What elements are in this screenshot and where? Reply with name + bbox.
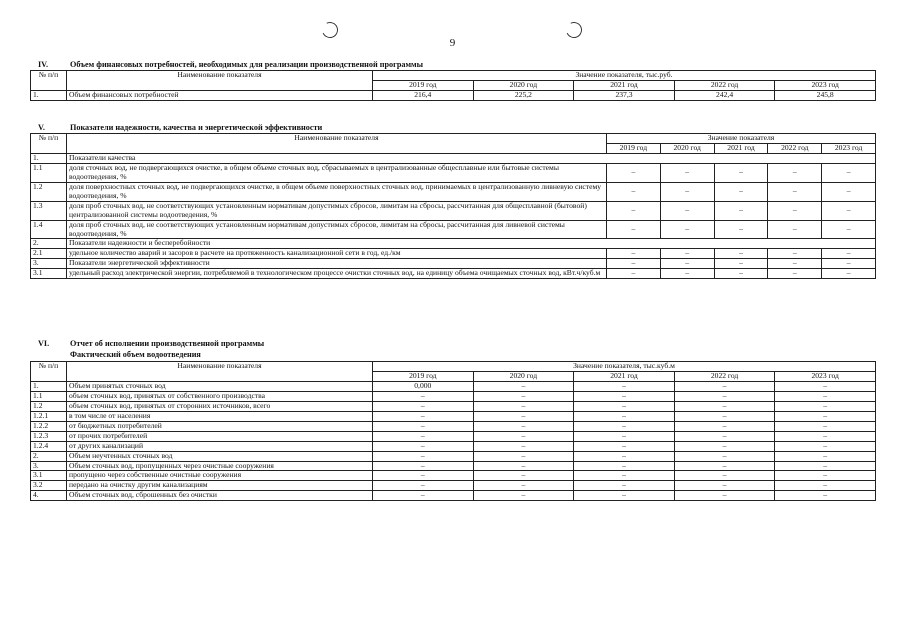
row-number: 4.	[31, 491, 67, 501]
value-cell: –	[775, 431, 876, 441]
value-cell: –	[574, 451, 675, 461]
value-cell: –	[607, 163, 661, 182]
value-cell: –	[674, 431, 775, 441]
col-header-name: Наименование показателя	[67, 71, 373, 91]
value-cell: –	[674, 471, 775, 481]
row-number: 1.	[31, 381, 67, 391]
value-cell: –	[775, 401, 876, 411]
value-cell: –	[660, 249, 714, 259]
table-row	[31, 163, 876, 182]
value-cell: –	[822, 182, 876, 201]
value-cell: –	[574, 381, 675, 391]
year-header: 2021 год	[574, 80, 675, 90]
value-cell: 242,4	[674, 90, 775, 100]
row-number: 1.1	[31, 391, 67, 401]
value-cell: –	[822, 259, 876, 269]
row-name: Объем принятых сточных вод	[67, 381, 373, 391]
row-number: 2.	[31, 239, 67, 249]
row-name: от прочих потребителей	[67, 431, 373, 441]
row-name: Показатели надежности и бесперебойности	[67, 239, 876, 249]
row-name: доля проб сточных вод, не соответствующих установленным нормативам допустимых сбросов, лимитам на сбросы, рассчитанная для общесплавной (бытовой) централизованной системы водоотведения, %	[67, 201, 607, 220]
table-row	[31, 461, 876, 471]
year-header: 2020 год	[473, 371, 574, 381]
value-cell: –	[768, 269, 822, 279]
row-name: пропущено через собственные очистные сооружения	[67, 471, 373, 481]
row-name: Объем неучтенных сточных вод	[67, 451, 373, 461]
row-number: 3.1	[31, 269, 67, 279]
value-cell: –	[714, 182, 768, 201]
row-name: от других канализаций	[67, 441, 373, 451]
year-header: 2021 год	[574, 371, 675, 381]
row-number: 1.2	[31, 401, 67, 411]
section-5-number: V.	[38, 123, 45, 132]
value-cell: –	[473, 391, 574, 401]
value-cell: –	[674, 391, 775, 401]
row-number: 2.1	[31, 249, 67, 259]
value-cell: –	[607, 269, 661, 279]
section-4-heading	[38, 60, 423, 69]
value-cell: –	[775, 451, 876, 461]
row-number: 1.	[31, 90, 67, 100]
value-cell: –	[373, 471, 474, 481]
value-cell: –	[607, 220, 661, 239]
value-cell: –	[660, 259, 714, 269]
table-row	[31, 239, 876, 249]
year-header: 2020 год	[473, 80, 574, 90]
table-row	[31, 431, 876, 441]
row-name: Показатели качества	[67, 153, 876, 163]
value-cell: 237,3	[574, 90, 675, 100]
row-name: доля проб сточных вод, не соответствующих установленным нормативам допустимых сбросов, лимитам на сбросы, рассчитанная для ливневой системы водоотведения, %	[67, 220, 607, 239]
row-name: от бюджетных потребителей	[67, 421, 373, 431]
col-header-num: № п/п	[31, 134, 67, 154]
row-number: 3.1	[31, 471, 67, 481]
value-cell: –	[373, 391, 474, 401]
year-header: 2019 год	[373, 371, 474, 381]
value-cell: –	[373, 481, 474, 491]
value-cell: –	[674, 411, 775, 421]
value-cell: 225,2	[473, 90, 574, 100]
value-cell: –	[768, 201, 822, 220]
year-header: 2022 год	[768, 143, 822, 153]
value-cell: –	[574, 401, 675, 411]
value-cell: –	[373, 431, 474, 441]
row-number: 3.	[31, 259, 67, 269]
row-number: 1.1	[31, 163, 67, 182]
year-header: 2022 год	[674, 80, 775, 90]
value-cell: –	[473, 411, 574, 421]
value-cell: 216,4	[373, 90, 474, 100]
row-number: 1.2.3	[31, 431, 67, 441]
value-cell: –	[768, 249, 822, 259]
value-cell: –	[674, 381, 775, 391]
row-number: 3.	[31, 461, 67, 471]
row-number: 1.2.2	[31, 421, 67, 431]
value-cell: –	[822, 220, 876, 239]
value-cell: –	[574, 471, 675, 481]
value-cell: –	[775, 491, 876, 501]
table-row	[31, 451, 876, 461]
value-cell: –	[373, 401, 474, 411]
year-header: 2021 год	[714, 143, 768, 153]
row-name: объем сточных вод, принятых от собственного производства	[67, 391, 373, 401]
wastewater-volume-table	[30, 361, 876, 501]
table-row	[31, 491, 876, 501]
section-5-title: Показатели надежности, качества и энергетической эффективности	[70, 123, 323, 132]
value-cell: –	[674, 451, 775, 461]
table-row	[31, 269, 876, 279]
row-name: Показатели энергетической эффективности	[67, 259, 607, 269]
row-name: удельный расход электрической энергии, потребляемой в технологическом процессе очистки сточных вод, на единицу объема очищаемых сточных вод, кВт.ч/куб.м	[67, 269, 607, 279]
table-row	[31, 259, 876, 269]
value-cell: –	[473, 491, 574, 501]
value-cell: 0,000	[373, 381, 474, 391]
value-cell: –	[473, 451, 574, 461]
table-row	[31, 90, 876, 100]
col-header-name: Наименование показателя	[67, 362, 373, 382]
year-header: 2019 год	[607, 143, 661, 153]
value-cell: –	[574, 481, 675, 491]
row-number: 2.	[31, 451, 67, 461]
row-name: доля сточных вод, не подвергающихся очистке, в общем объеме сточных вод, сбрасываемых в централизованные общесплавные или бытовые системы водоотведения, %	[67, 163, 607, 182]
table-row	[31, 411, 876, 421]
value-cell: –	[473, 431, 574, 441]
row-number: 1.	[31, 153, 67, 163]
year-header: 2023 год	[822, 143, 876, 153]
value-cell: –	[768, 163, 822, 182]
value-cell: –	[674, 461, 775, 471]
row-number: 1.2.4	[31, 441, 67, 451]
year-header: 2019 год	[373, 80, 474, 90]
value-cell: –	[660, 220, 714, 239]
row-name: объем сточных вод, принятых от сторонних источников, всего	[67, 401, 373, 411]
value-cell: –	[607, 182, 661, 201]
value-cell: –	[775, 441, 876, 451]
value-cell: –	[373, 491, 474, 501]
value-cell: –	[574, 421, 675, 431]
col-header-num: № п/п	[31, 362, 67, 382]
value-cell: –	[822, 163, 876, 182]
value-cell: –	[473, 441, 574, 451]
value-cell: –	[775, 471, 876, 481]
value-cell: –	[607, 201, 661, 220]
section-6-title: Отчет об исполнении производственной программы	[70, 339, 265, 348]
year-header: 2020 год	[660, 143, 714, 153]
col-header-value: Значение показателя	[607, 134, 876, 144]
year-header: 2023 год	[775, 80, 876, 90]
value-cell: –	[574, 411, 675, 421]
row-name: передано на очистку другим канализациям	[67, 481, 373, 491]
col-header-num: № п/п	[31, 71, 67, 91]
value-cell: –	[373, 411, 474, 421]
value-cell: –	[775, 411, 876, 421]
row-name: Объем сточных вод, пропущенных через очистные сооружения	[67, 461, 373, 471]
table-row	[31, 421, 876, 431]
value-cell: –	[674, 441, 775, 451]
value-cell: –	[768, 182, 822, 201]
value-cell: –	[473, 471, 574, 481]
value-cell: –	[674, 401, 775, 411]
value-cell: –	[574, 441, 675, 451]
value-cell: –	[607, 249, 661, 259]
row-number: 1.4	[31, 220, 67, 239]
value-cell: –	[714, 249, 768, 259]
row-number: 1.3	[31, 201, 67, 220]
row-name: удельное количество аварий и засоров в расчете на протяженность канализационной сети в год, ед./км	[67, 249, 607, 259]
value-cell: –	[574, 491, 675, 501]
table-row	[31, 381, 876, 391]
row-number: 3.2	[31, 481, 67, 491]
page-number: 9	[449, 37, 456, 49]
value-cell: –	[473, 421, 574, 431]
value-cell: –	[822, 249, 876, 259]
value-cell: –	[607, 259, 661, 269]
value-cell: –	[574, 461, 675, 471]
table-row	[31, 182, 876, 201]
table-row	[31, 471, 876, 481]
value-cell: –	[473, 461, 574, 471]
value-cell: –	[674, 421, 775, 431]
value-cell: –	[714, 220, 768, 239]
value-cell: –	[775, 481, 876, 491]
value-cell: –	[775, 421, 876, 431]
table-row	[31, 441, 876, 451]
section-4-number: IV.	[38, 60, 49, 69]
value-cell: –	[660, 201, 714, 220]
value-cell: –	[768, 220, 822, 239]
year-header: 2022 год	[674, 371, 775, 381]
value-cell: –	[473, 481, 574, 491]
row-number: 1.2	[31, 182, 67, 201]
value-cell: –	[574, 431, 675, 441]
row-name: Объем финансовых потребностей	[67, 90, 373, 100]
row-number: 1.2.1	[31, 411, 67, 421]
value-cell: –	[714, 201, 768, 220]
value-cell: 245,8	[775, 90, 876, 100]
value-cell: –	[574, 391, 675, 401]
value-cell: –	[714, 163, 768, 182]
value-cell: –	[373, 421, 474, 431]
row-name: Объем сточных вод, сброшенных без очистки	[67, 491, 373, 501]
table-row	[31, 153, 876, 163]
section-6-subtitle: Фактический объем водоотведения	[70, 350, 201, 359]
value-cell: –	[714, 269, 768, 279]
value-cell: –	[660, 182, 714, 201]
value-cell: –	[822, 201, 876, 220]
table-row	[31, 401, 876, 411]
value-cell: –	[473, 381, 574, 391]
value-cell: –	[373, 441, 474, 451]
financial-needs-table	[30, 70, 876, 101]
row-name: доля поверхностных сточных вод, не подвергающихся очистке, в общем объеме поверхностных сточных вод, принимаемых в централизованную ливневую систему водоотведения, %	[67, 182, 607, 201]
reliability-table	[30, 133, 876, 279]
table-row	[31, 201, 876, 220]
year-header: 2023 год	[775, 371, 876, 381]
section-6-heading	[38, 339, 264, 348]
value-cell: –	[768, 259, 822, 269]
value-cell: –	[714, 259, 768, 269]
value-cell: –	[660, 163, 714, 182]
table-row	[31, 481, 876, 491]
section-5-heading	[38, 123, 322, 132]
col-header-name: Наименование показателя	[67, 134, 607, 154]
row-name: в том числе от населения	[67, 411, 373, 421]
value-cell: –	[775, 381, 876, 391]
value-cell: –	[822, 269, 876, 279]
value-cell: –	[660, 269, 714, 279]
section-6-number: VI.	[38, 339, 50, 348]
value-cell: –	[775, 391, 876, 401]
col-header-value: Значение показателя, тыс.куб.м	[373, 362, 876, 372]
value-cell: –	[775, 461, 876, 471]
table-row	[31, 391, 876, 401]
value-cell: –	[674, 491, 775, 501]
section-4-title: Объем финансовых потребностей, необходимых для реализации производственной программы	[70, 60, 424, 69]
value-cell: –	[373, 451, 474, 461]
table-row	[31, 249, 876, 259]
value-cell: –	[473, 401, 574, 411]
value-cell: –	[674, 481, 775, 491]
table-row	[31, 220, 876, 239]
col-header-value: Значение показателя, тыс.руб.	[373, 71, 876, 81]
value-cell: –	[373, 461, 474, 471]
